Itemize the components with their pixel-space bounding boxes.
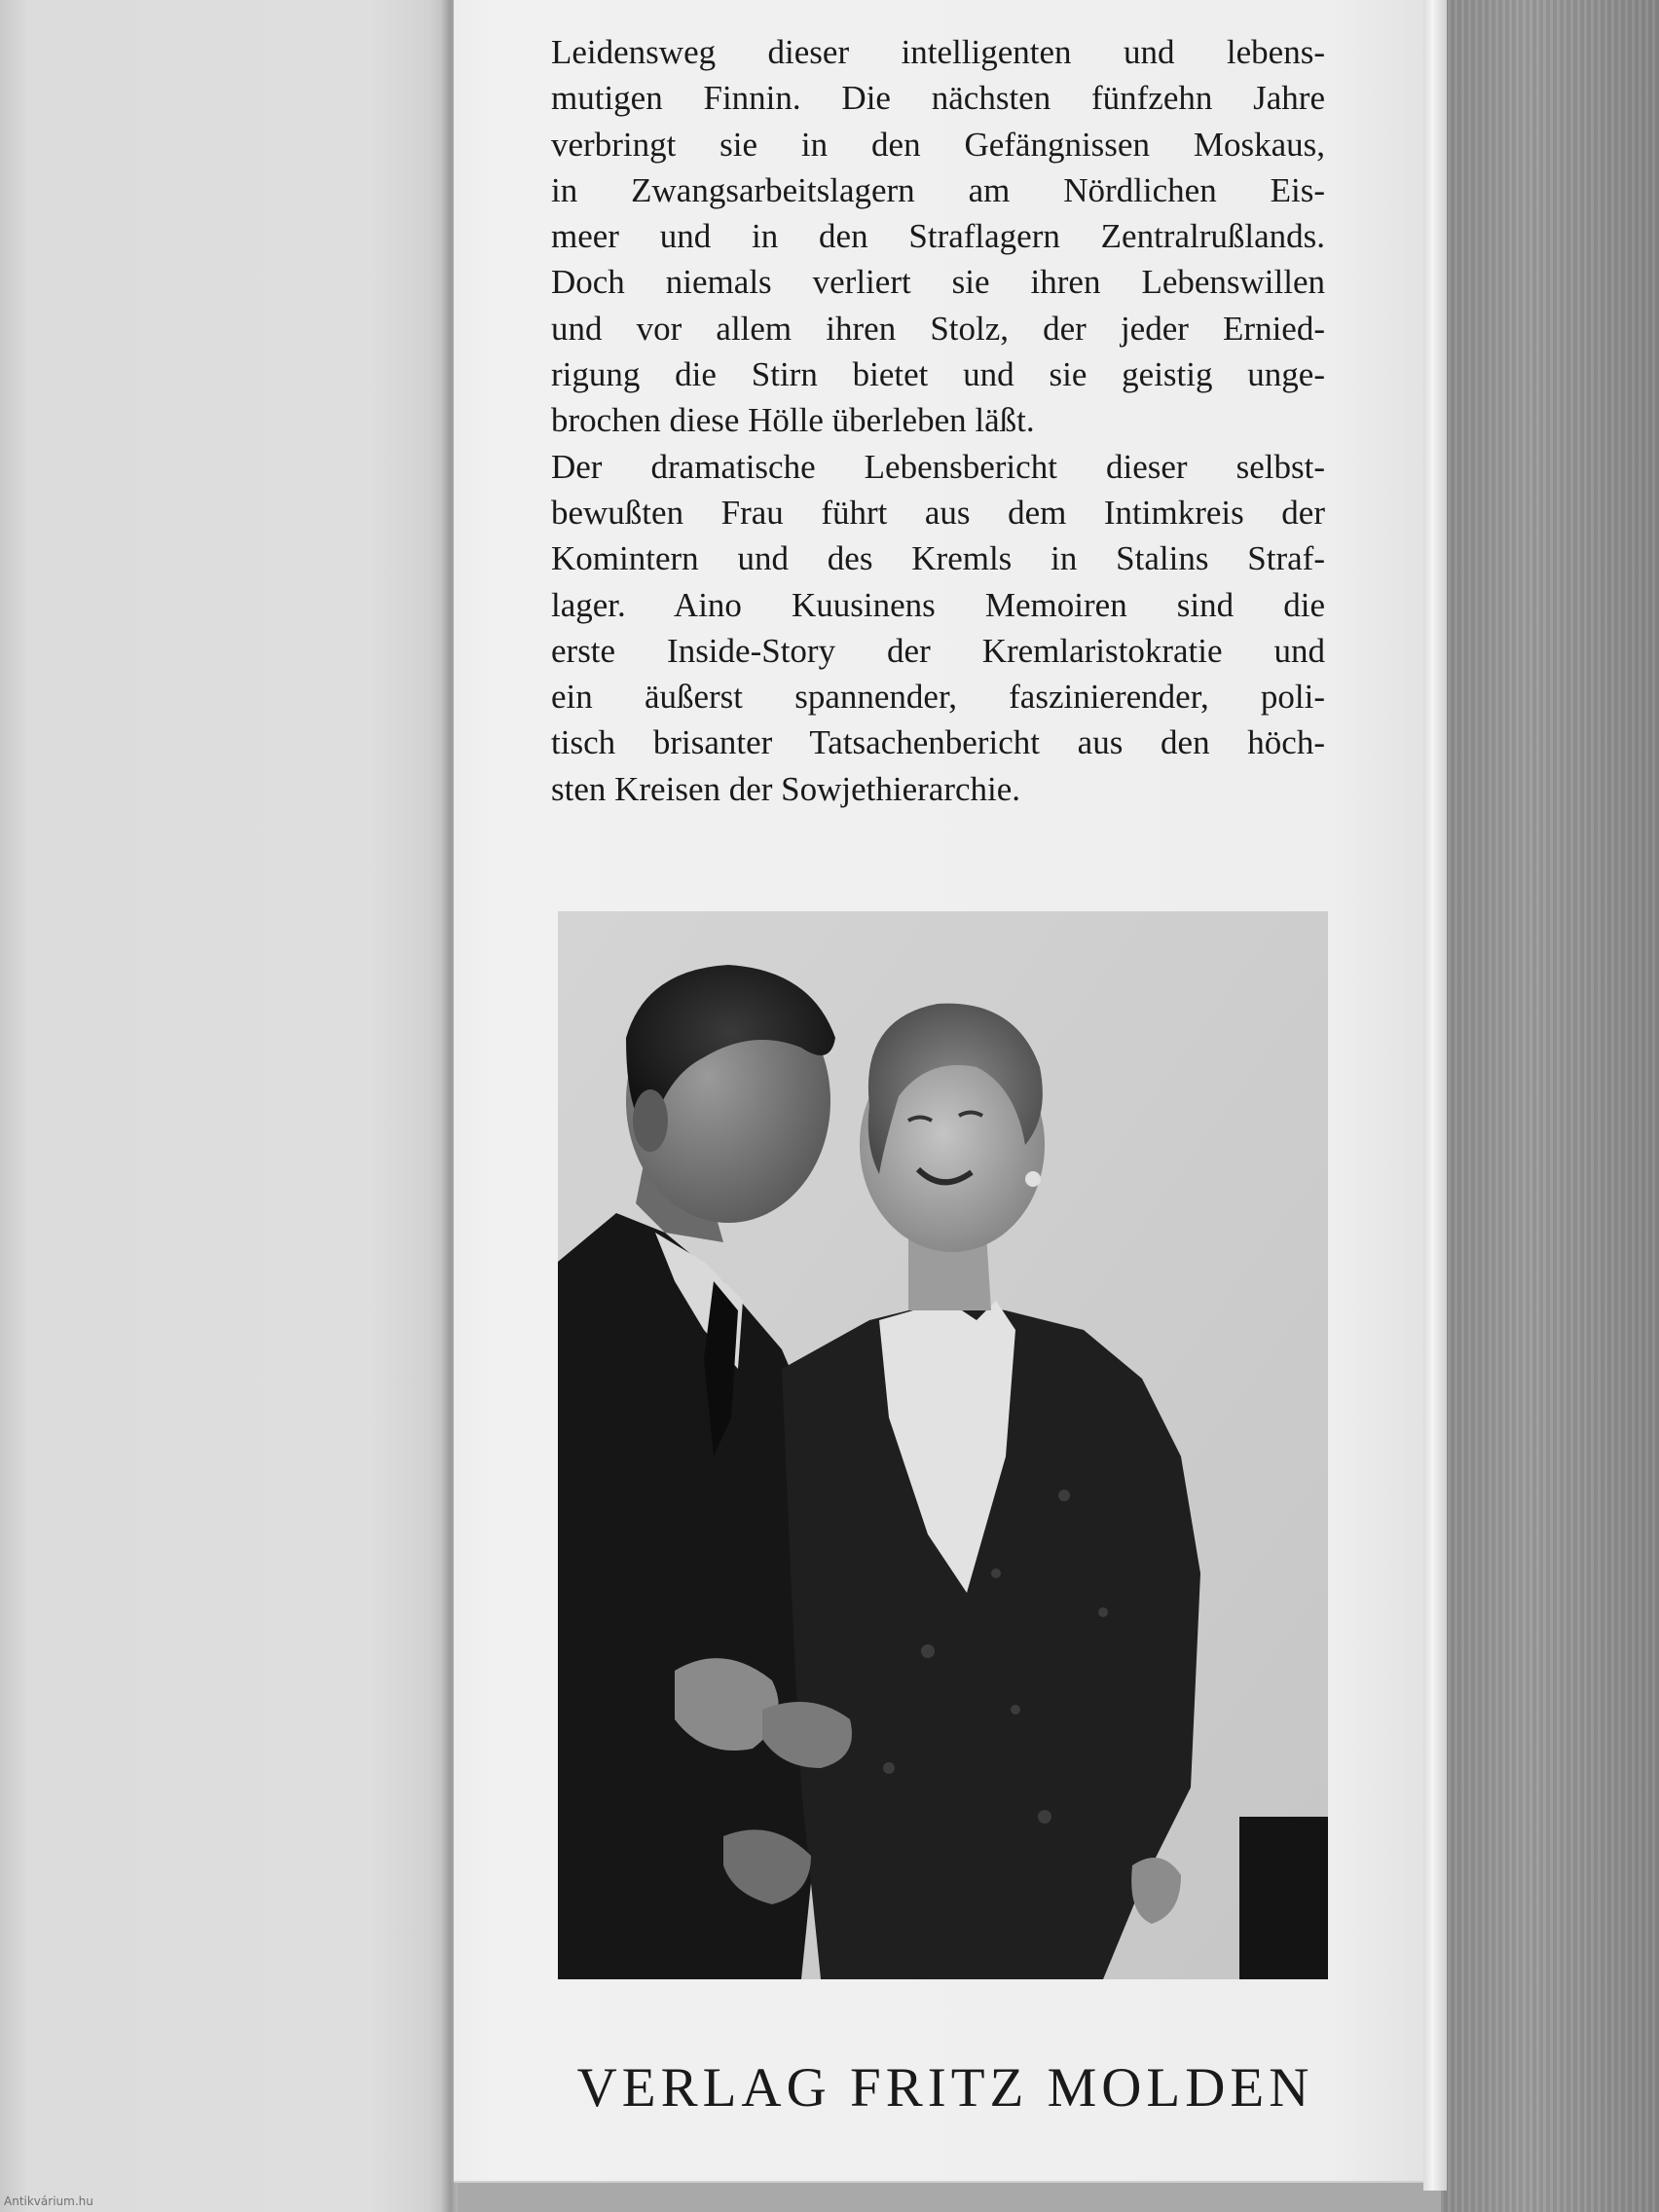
publisher-imprint: VERLAG FRITZ MOLDEN [576,2057,1314,2119]
blurb-line: tisch brisanter Tatsachenbericht aus den höch- [551,723,1325,762]
blurb-line: Der dramatische Lebensbericht dieser selbst- [551,447,1325,486]
blurb-line: sten Kreisen der Sowjethierarchie. [551,769,1021,808]
blurb-line: meer und in den Straflagern Zentralrußlands. [551,217,1325,256]
blurb-line: ein äußerst spannender, faszinierender, poli- [551,678,1325,717]
blurb-line: verbringt sie in den Gefängnissen Moskaus, [551,125,1325,164]
blurb-line: bewußten Frau führt aus dem Intimkreis der [551,493,1325,532]
blurb-line: brochen diese Hölle überleben läßt. [551,401,1035,440]
blurb-line: mutigen Finnin. Die nächsten fünfzehn Jahre [551,79,1325,118]
background-surface [1441,0,1659,2212]
blurb-line: in Zwangsarbeitslagern am Nördlichen Eis- [551,170,1325,209]
blurb-text [551,29,1325,812]
blurb-line: Komintern und des Kremls in Stalins Straf- [551,539,1325,578]
watermark: Antikvárium.hu [4,2194,93,2208]
author-photograph [558,911,1328,1979]
blurb-line: Doch niemals verliert sie ihren Lebenswillen [551,263,1325,302]
blurb-line: und vor allem ihren Stolz, der jeder Ernied- [551,309,1325,348]
blurb-line: erste Inside-Story der Kremlaristokratie und [551,631,1325,670]
blurb-line: Leidensweg dieser intelligenten und lebens- [551,33,1325,71]
flap-edge [1423,0,1447,2191]
blurb-line: lager. Aino Kuusinens Memoiren sind die [551,585,1325,624]
left-book-page [0,0,450,2212]
blurb-line: rigung die Stirn bietet und sie geistig unge- [551,355,1325,394]
